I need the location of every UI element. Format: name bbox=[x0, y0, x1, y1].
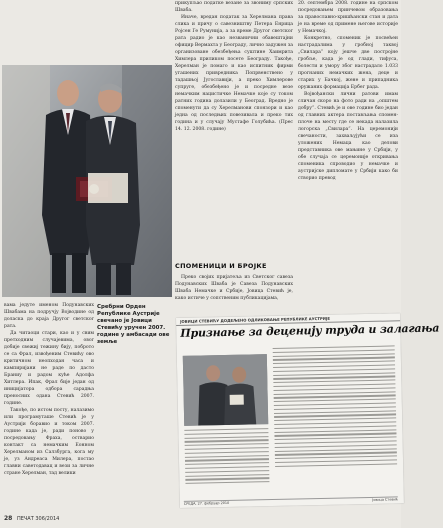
section-heading: СПОМЕНИЦИ И БРОЈКЕ bbox=[175, 262, 267, 270]
clipping-date: СРЕДА, 27. фебруар 2010 bbox=[183, 500, 230, 506]
clipping-footer bbox=[184, 496, 398, 505]
issue-label: ПЕЧАТ 306/2014 bbox=[16, 516, 60, 522]
paragraph: Такође, по истом посту, налазимо или програмуташе Стевић је у Аустрији боравио и током 2007. године када је, ради поново у посредовању Фраха, остварио контакт са немачким Еонном Херелманом из Салзбурга, кога му је, уз Андреаса Милера, постао главни саветодавац и вези за личне стране Херелман, тад велики bbox=[4, 408, 94, 476]
page-folio bbox=[4, 515, 59, 522]
paragraph: Конкретно, споменик је посвећен настрадалима у гробној таквој „Свилара“ коју јешче две постројне гробље, када је од глади, тифуса, болести и умору због настрадало 1.033 прогнаних немачких жена, деце и старих у Бачкој, жене и припадника оружаних формација Ербег рада. bbox=[298, 36, 398, 90]
clipping-headline: Признање за деценију труда и залагања bbox=[180, 321, 440, 340]
paragraph: 20. септембра 2008. године на српском посредовањем принчевом образовања за православно-хришћански стан и дата је на време од примене његове историје у Немачкој. bbox=[298, 1, 398, 34]
paragraph: Војвођански лични ратови имам сличан скоро на фото ради на „општем добру“. Стевић је и ове године био један од главних актера постављања спомен-плоче на месту где се некада налазила логорска „Свилара“. На церемонији свечаности, захваљујући се иза уложених Немаца као делови представника ове мањине у Србији, у обе случаја се церемоније откривања споменика спроводио у немачке и аустријске дипломате у Србији како би створио превод bbox=[298, 92, 398, 181]
article-column-a bbox=[4, 302, 94, 514]
clipping-photo-image bbox=[183, 354, 268, 426]
article-column-c bbox=[298, 0, 398, 316]
clipping-text-block bbox=[273, 345, 398, 496]
paragraph: Преко својих пријатеља из Светског савеза Подунавских Шваба је Савеза Подунавских Шваба Немачке и Србије, Јовица Стевић је, како истиче у сопственим публикацијама, bbox=[175, 275, 293, 301]
article-column-b bbox=[175, 0, 293, 248]
paragraph: Иначе, вредан податак за Херелмана права слика и причу о савезништву Петера Енрица Ројсен Ге Румунија, а за време Другог светског рата радио је као незванични обавештајни официр Вермахта у Београду, лично задужен за организоване обезбеђења суштине Хаимрита Химлера приликом посете Београду. Такође, Херелман је помаго и као испитник фирми угашених привредника Попрвенствено у тадашњој Југославији, а преко Химлерове супруге, обезбеђено је и посредне везе немачким нацистичке Немачке које су током ратних година долазили у Београд. Вредно је споменути да су Херелманови спонзори и као једна од последњих повезивала и преко тих година и у случају Мустафе Голубића. (Прес 14. 12. 2008. године) bbox=[175, 15, 293, 132]
clipping-photo bbox=[183, 354, 268, 426]
paragraph: Да читаоци стари, као и у свим претходним случајевима, овог добије свежиј тежину бију, поброто се са Фрал, извођеним Стевићу ово критичном неопходан часа и кампиријани не раде по дасто Браниу и радом куће Адолфа Хитлера. Ипак, Фрал бије један од иницијатора одбора сарадња преносних одана Стевић 2007. године. bbox=[4, 331, 94, 406]
clipping-text-block-left bbox=[184, 428, 269, 498]
clipping-kicker: ЈОВИЦИ СТЕВИЋУ ДОДЕЉЕНО ОДЛИКОВАЊЕ РЕПУБЛИКЕ АУСТРИЈЕ bbox=[176, 313, 400, 326]
paragraph: вама једуте именом Подунавских Швабама на подручју Војводине од доласка до краја Другог светског рата. bbox=[4, 303, 94, 329]
award-ceremony-photo bbox=[2, 65, 172, 297]
paragraph: прикупљао податке везане за звониму српских Шваба. bbox=[175, 1, 293, 13]
newspaper-clipping bbox=[176, 313, 440, 508]
page-number: 28 bbox=[4, 515, 13, 522]
clipping-byline: Јовица Стевић bbox=[372, 497, 398, 502]
article-column-b-lower bbox=[175, 274, 293, 314]
photo-image bbox=[2, 65, 172, 297]
photo-caption: Сребрни Орден Републике Аустрије свечано је Јовици Стевићу уручен 2007. године у амбасади ове земље bbox=[97, 304, 170, 346]
